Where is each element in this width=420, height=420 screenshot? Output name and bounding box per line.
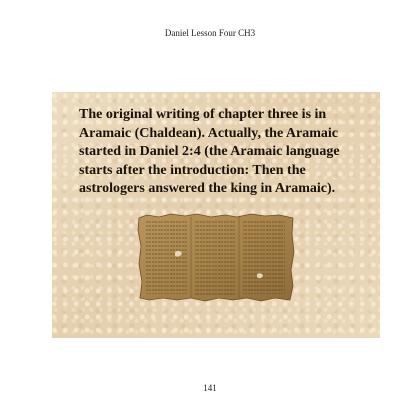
slide-text: The original writing of chapter three is in Aramaic (Chaldean). Actually, the Aramaic started in Daniel 2:4 (the Aramaic language starts after the introduction: Then the astrologers answered the king in Aramaic). (79, 107, 340, 196)
page-number: 141 (203, 383, 217, 393)
page-header: Daniel Lesson Four CH3 (164, 28, 256, 38)
slide-panel (52, 92, 380, 338)
ancient-scroll-icon (137, 212, 295, 302)
